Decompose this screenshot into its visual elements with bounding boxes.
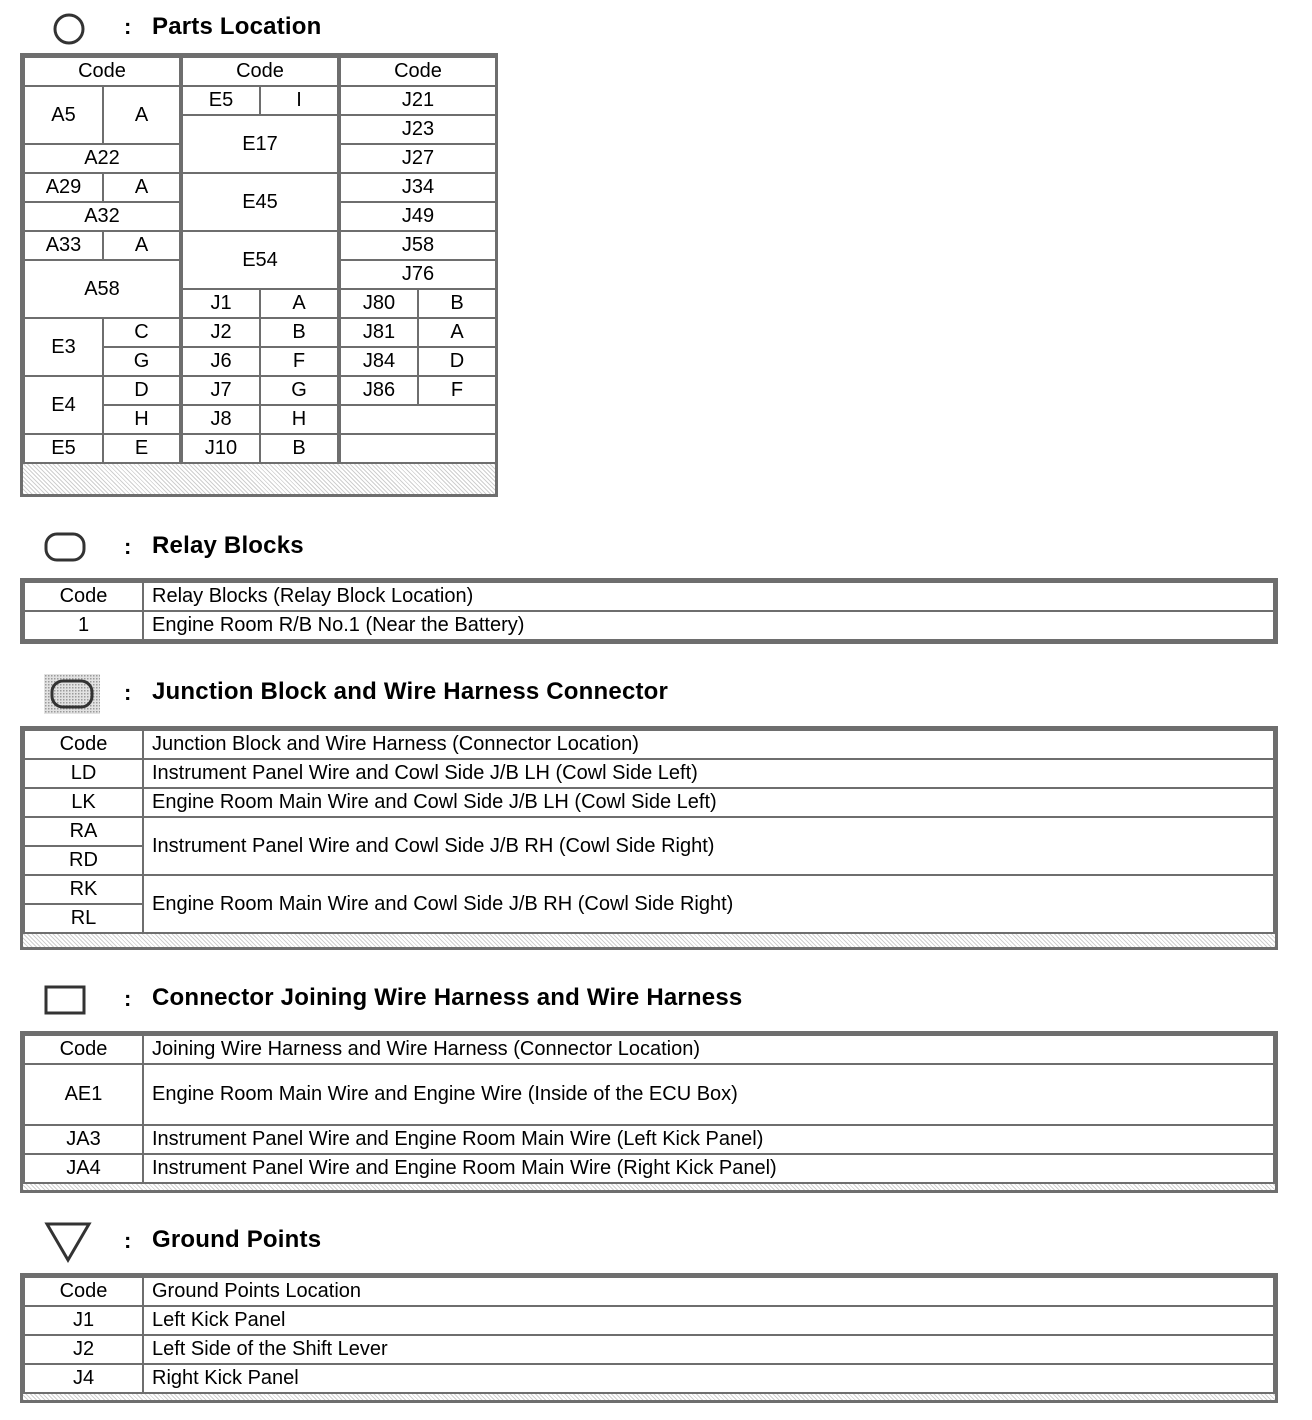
shaded-rounded-rect-icon	[42, 672, 102, 716]
code-cell: J7	[181, 376, 260, 405]
connector-joining-table	[23, 1034, 1275, 1184]
junction-block-table	[23, 729, 1275, 934]
header-desc: Relay Blocks (Relay Block Location)	[143, 582, 1274, 611]
code-cell: J86	[339, 376, 418, 405]
code-cell: JA4	[24, 1154, 143, 1183]
code-cell: RD	[24, 846, 143, 875]
code-cell: 1	[24, 611, 143, 640]
table-row	[24, 759, 1274, 788]
code-cell: E3	[24, 318, 103, 376]
loc-cell: A	[103, 173, 181, 202]
loc-cell: E	[103, 434, 181, 463]
loc-cell: H	[260, 405, 339, 434]
code-cell: E17	[181, 115, 339, 173]
code-cell: J76	[339, 260, 496, 289]
colon: :	[124, 534, 132, 559]
code-cell: J84	[339, 347, 418, 376]
desc-cell: Left Side of the Shift Lever	[143, 1335, 1274, 1364]
section-title: Connector Joining Wire Harness and Wire Harness	[152, 984, 743, 1011]
code-cell: J27	[339, 144, 496, 173]
code-cell: RK	[24, 875, 143, 904]
connector-joining-table-frame	[20, 1031, 1278, 1193]
colon: :	[124, 14, 132, 39]
desc-cell: Engine Room Main Wire and Cowl Side J/B RH (Cowl Side Right)	[143, 875, 1274, 933]
header-code: Code	[24, 730, 143, 759]
section-title: Parts Location	[152, 13, 322, 40]
loc-cell: B	[260, 318, 339, 347]
loc-cell: C	[103, 318, 181, 347]
code-cell: A29	[24, 173, 103, 202]
desc-cell: Instrument Panel Wire and Engine Room Main Wire (Right Kick Panel)	[143, 1154, 1274, 1183]
parts-location-table-frame	[20, 53, 498, 497]
table-row	[24, 1306, 1274, 1335]
code-cell: E5	[24, 434, 103, 463]
ground-points-table-frame	[20, 1273, 1278, 1403]
square-icon	[42, 982, 90, 1018]
colon: :	[124, 986, 132, 1011]
table-row	[24, 788, 1274, 817]
code-cell: J10	[181, 434, 260, 463]
code-cell: J4	[24, 1364, 143, 1393]
circle-icon	[50, 10, 90, 50]
code-cell: J1	[24, 1306, 143, 1335]
section-title: Relay Blocks	[152, 532, 304, 559]
loc-cell: A	[260, 289, 339, 318]
ground-points-header	[0, 1218, 1312, 1258]
code-cell: RA	[24, 817, 143, 846]
loc-cell: F	[418, 376, 496, 405]
code-cell: A22	[24, 144, 181, 173]
table-row	[24, 1335, 1274, 1364]
relay-blocks-table	[23, 581, 1275, 641]
code-cell: A58	[24, 260, 181, 318]
colon: :	[124, 1228, 132, 1253]
table-row	[24, 611, 1274, 640]
code-cell: J58	[339, 231, 496, 260]
code-cell: A32	[24, 202, 181, 231]
code-cell: E5	[181, 86, 260, 115]
header-code: Code	[181, 57, 339, 86]
table-row	[24, 1125, 1274, 1154]
connector-joining-header	[0, 978, 1312, 1018]
header-desc: Joining Wire Harness and Wire Harness (Connector Location)	[143, 1035, 1274, 1064]
junction-block-table-frame	[20, 726, 1278, 950]
desc-cell: Instrument Panel Wire and Engine Room Main Wire (Left Kick Panel)	[143, 1125, 1274, 1154]
code-cell: J49	[339, 202, 496, 231]
code-cell: J8	[181, 405, 260, 434]
loc-cell: F	[260, 347, 339, 376]
rounded-rect-icon	[42, 530, 90, 564]
desc-cell: Instrument Panel Wire and Cowl Side J/B RH (Cowl Side Right)	[143, 817, 1274, 875]
code-cell: J2	[181, 318, 260, 347]
desc-cell: Engine Room Main Wire and Engine Wire (Inside of the ECU Box)	[143, 1064, 1274, 1125]
code-cell: E54	[181, 231, 339, 289]
header-code: Code	[24, 57, 181, 86]
code-cell: E4	[24, 376, 103, 434]
loc-cell: I	[260, 86, 339, 115]
code-cell: J81	[339, 318, 418, 347]
code-cell: LK	[24, 788, 143, 817]
triangle-down-icon	[44, 1220, 94, 1264]
loc-cell: H	[103, 405, 181, 434]
code-cell: RL	[24, 904, 143, 933]
loc-cell: G	[260, 376, 339, 405]
table-row	[24, 1154, 1274, 1183]
loc-cell: A	[418, 318, 496, 347]
parts-location-header	[0, 8, 1312, 48]
parts-location-table	[23, 56, 497, 464]
table-row	[24, 1064, 1274, 1125]
code-cell: AE1	[24, 1064, 143, 1125]
code-cell: LD	[24, 759, 143, 788]
colon: :	[124, 680, 132, 705]
code-cell: E45	[181, 173, 339, 231]
desc-cell: Engine Room R/B No.1 (Near the Battery)	[143, 611, 1274, 640]
code-cell: J21	[339, 86, 496, 115]
section-title: Ground Points	[152, 1226, 322, 1253]
code-cell: JA3	[24, 1125, 143, 1154]
header-code: Code	[24, 1035, 143, 1064]
loc-cell: B	[418, 289, 496, 318]
header-desc: Ground Points Location	[143, 1277, 1274, 1306]
ground-points-table	[23, 1276, 1275, 1394]
junction-block-header	[0, 672, 1312, 712]
loc-cell: D	[103, 376, 181, 405]
empty-cell	[339, 405, 496, 434]
loc-cell: A	[103, 231, 181, 260]
loc-cell: B	[260, 434, 339, 463]
relay-blocks-table-frame	[20, 578, 1278, 644]
table-row	[24, 817, 1274, 846]
header-code: Code	[339, 57, 496, 86]
code-cell: J1	[181, 289, 260, 318]
code-cell: A5	[24, 86, 103, 144]
code-cell: J80	[339, 289, 418, 318]
code-cell: J2	[24, 1335, 143, 1364]
code-cell: J23	[339, 115, 496, 144]
table-row	[24, 875, 1274, 904]
desc-cell: Left Kick Panel	[143, 1306, 1274, 1335]
code-cell: J34	[339, 173, 496, 202]
code-cell: J6	[181, 347, 260, 376]
header-code: Code	[24, 582, 143, 611]
code-cell: A33	[24, 231, 103, 260]
empty-cell	[339, 434, 496, 463]
header-code: Code	[24, 1277, 143, 1306]
loc-cell: G	[103, 347, 181, 376]
loc-cell: D	[418, 347, 496, 376]
table-row	[24, 1364, 1274, 1393]
loc-cell: A	[103, 86, 181, 144]
desc-cell: Engine Room Main Wire and Cowl Side J/B LH (Cowl Side Left)	[143, 788, 1274, 817]
section-title: Junction Block and Wire Harness Connector	[152, 678, 669, 705]
desc-cell: Right Kick Panel	[143, 1364, 1274, 1393]
relay-blocks-header	[0, 526, 1312, 566]
header-desc: Junction Block and Wire Harness (Connector Location)	[143, 730, 1274, 759]
desc-cell: Instrument Panel Wire and Cowl Side J/B LH (Cowl Side Left)	[143, 759, 1274, 788]
